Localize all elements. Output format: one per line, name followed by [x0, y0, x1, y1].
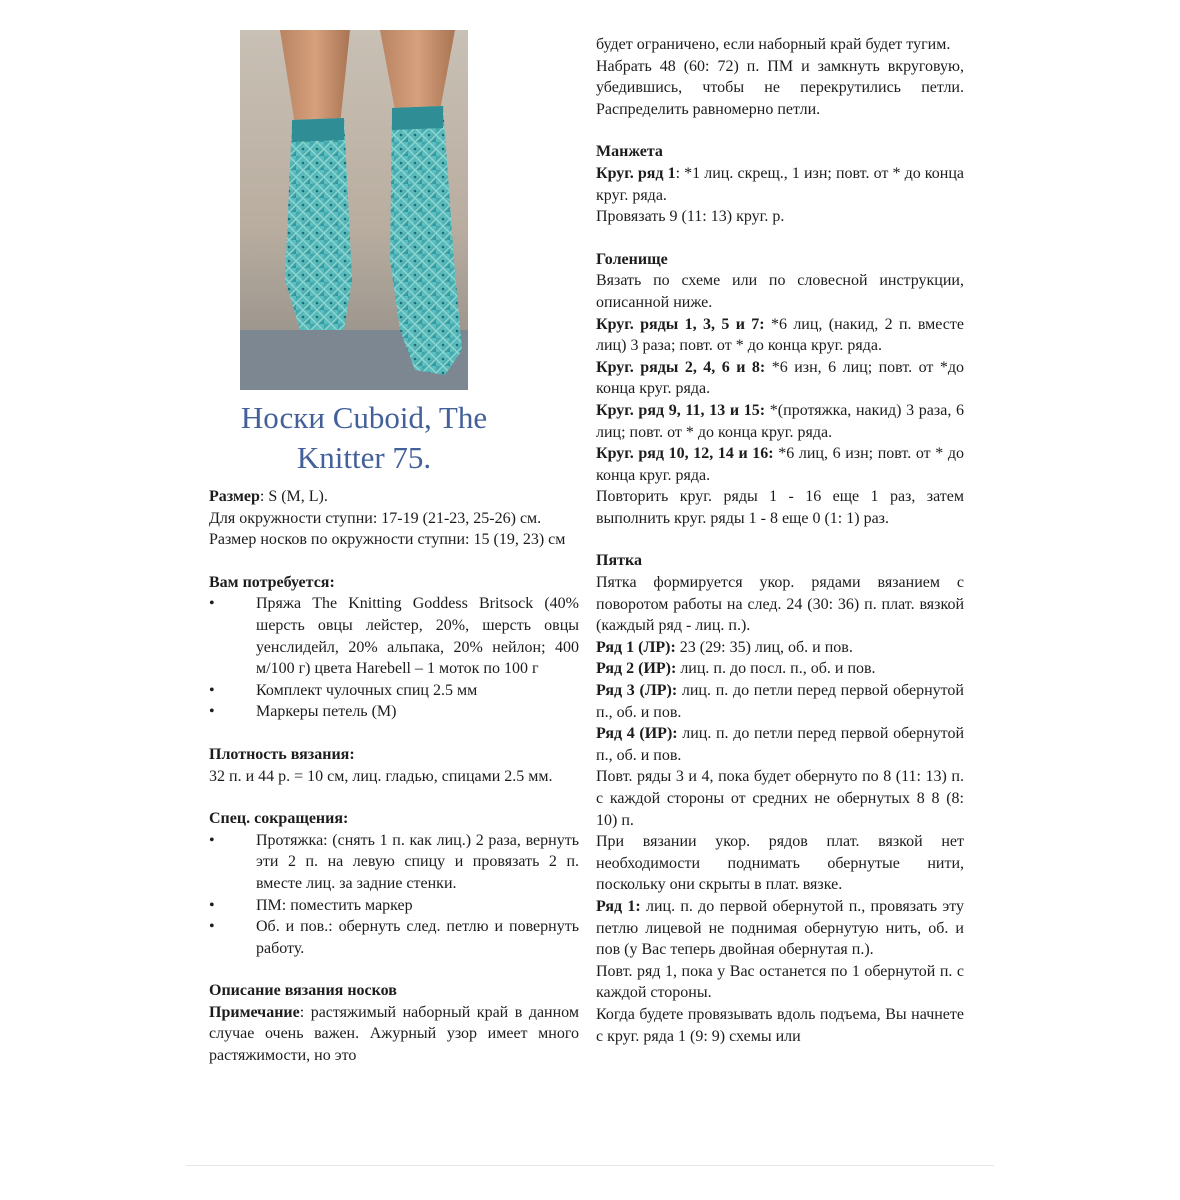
size-value: : S (M, L).: [259, 488, 328, 505]
cuff-round-1: Круг. ряд 1: *1 лиц. скрещ., 1 изн; повт. от * до конца круг. ряда.: [596, 164, 964, 204]
sock-size: Размер носков по окружности ступни: 15 (19, 23) см: [209, 531, 566, 549]
leg-round: Круг. ряд 10, 12, 14 и 16: *6 лиц, 6 изн; повт. от * до конца круг. ряда.: [596, 445, 964, 484]
abbreviation-item: • Протяжка: (снять 1 п. как лиц.) 2 раза, вернуть эти 2 п. на левую спицу и провязать 2 п. вместе лиц. за задние стенки.: [209, 831, 579, 892]
note-paragraph: [209, 1002, 579, 1067]
leg-round: Круг. ряды 1, 3, 5 и 7: *6 лиц, (накид, 2 п. вместе лиц) 3 раза; повт. от * до конца круг. ряда.: [596, 315, 964, 355]
title-line-2: Knitter 75.: [296, 440, 432, 475]
right-column: [596, 34, 964, 1047]
note-text: : растяжимый наборный край в данном случае очень важен. Ажурный узор имеет много растяжимости, но это: [209, 1003, 579, 1065]
heel-row: Ряд 4 (ИР): лиц. п. до петли перед первой обернутой п., об. и пов.: [596, 725, 964, 764]
materials-item: • Комплект чулочных спиц 2.5 мм: [209, 681, 478, 699]
heel-row: Ряд 2 (ИР): лиц. п. до посл. п., об. и пов.: [596, 660, 876, 678]
heel-repeat: Повт. ряды 3 и 4, пока будет обернуто по 8 (11: 13) п. с каждой стороны от средних не обернутых 8 8 (8: 10) п.: [596, 768, 964, 829]
leg-intro: Вязать по схеме или по словесной инструкции, описанной ниже.: [596, 272, 964, 311]
size-label: Размер: [209, 488, 260, 505]
size-line: [209, 486, 579, 508]
pattern-title: [209, 398, 519, 478]
heel-row-1: Ряд 1: лиц. п. до первой обернутой п., провязать эту петлю лицевой не поднимая обернутую нить, об. и пов (у Вас теперь двойная обернутая п.).: [596, 897, 964, 959]
gauge-header: Плотность вязания:: [209, 745, 355, 763]
gauge-text: 32 п. и 44 р. = 10 см, лиц. гладью, спицами 2.5 мм.: [209, 767, 553, 785]
leg-round: Круг. ряды 2, 4, 6 и 8: *6 изн, 6 лиц; повт. от *до конца круг. ряда.: [596, 358, 964, 398]
intro-continued: будет ограничено, если наборный край будет тугим.: [596, 36, 951, 53]
left-column: [209, 486, 579, 1067]
heel-note: При вязании укор. рядов плат. вязкой нет необходимости поднимать обернутые нити, поскольку они скрыты в плат. вязке.: [596, 833, 964, 894]
materials-item: • Пряжа The Knitting Goddess Britsock (40% шерсть овцы лейстер, 20%, шерсть овцы уенслидейл, 20% альпака, 20% нейлон; 400 м/100 г) цвета Harebell – 1 моток по 100 г: [209, 595, 579, 678]
heel-row: Ряд 3 (ЛР): лиц. п. до петли перед первой обернутой п., об. и пов.: [596, 682, 964, 721]
heel-last: Когда будете провязывать вдоль подъема, Вы начнете с круг. ряда 1 (9: 9) схемы или: [596, 1005, 964, 1045]
foot-circumference: Для окружности ступни: 17-19 (21-23, 25-26) см.: [209, 509, 542, 527]
cast-on-text: Набрать 48 (60: 72) п. ПМ и замкнуть вкруговую, убедившись, чтобы не перекрутились петли. Распределить равномерно петли.: [596, 57, 964, 118]
abbreviations-header: Спец. сокращения:: [209, 810, 349, 828]
heel-row: Ряд 1 (ЛР): 23 (29: 35) лиц, об. и пов.: [596, 638, 853, 656]
abbreviation-item: • Об. и пов.: обернуть след. петлю и повернуть работу.: [209, 918, 579, 957]
note-label: Примечание: [209, 1003, 300, 1021]
heel-repeat-2: Повт. ряд 1, пока у Вас останется по 1 обернутой п. с каждой стороны.: [596, 962, 964, 1002]
description-header: Описание вязания носков: [209, 982, 397, 1000]
leg-round: Круг. ряд 9, 11, 13 и 15: *(протяжка, накид) 3 раза, 6 лиц; повт. от * до конца круг. ряда.: [596, 401, 965, 441]
heel-intro: Пятка формируется укор. рядами вязанием с поворотом работы на след. 24 (30: 36) п. плат. вязкой (каждый ряд - лиц. п.).: [596, 574, 964, 635]
heel-header: Пятка: [596, 552, 642, 570]
cuff-rounds: Провязать 9 (11: 13) круг. р.: [596, 208, 785, 226]
abbreviation-item: • ПМ: поместить маркер: [209, 896, 413, 914]
title-line-1: Носки Cuboid, The: [240, 400, 488, 435]
materials-item: • Маркеры петель (М): [209, 703, 397, 721]
page-divider: [186, 1165, 994, 1166]
leg-repeat: Повторить круг. ряды 1 - 16 еще 1 раз, затем выполнить круг. ряды 1 - 8 еще 0 (1: 1) раз.: [596, 488, 964, 527]
socks-photo: [240, 30, 468, 390]
leg-header: Голенище: [596, 250, 668, 268]
materials-header: Вам потребуется:: [209, 573, 335, 591]
cuff-header: Манжета: [596, 143, 663, 161]
